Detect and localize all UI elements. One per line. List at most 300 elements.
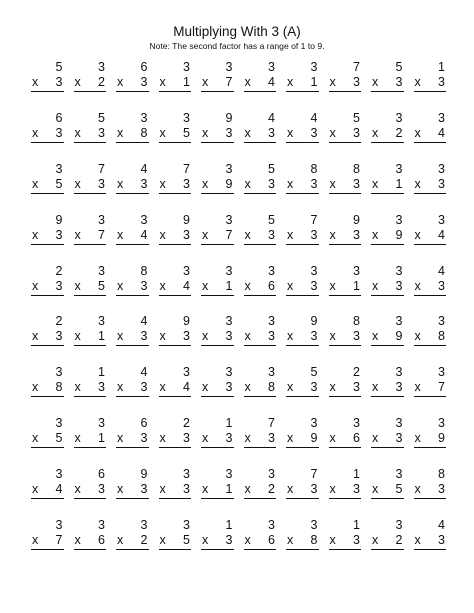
first-factor: 9 [183,212,190,227]
answer-line [201,447,234,448]
answer-line [414,396,447,397]
multiply-sign: x [244,380,251,395]
multiply-sign: x [117,176,124,191]
operator-row [202,177,233,191]
operator-row [245,279,276,293]
answer-line [201,396,234,397]
second-factor: 3 [353,75,360,89]
second-factor: 3 [183,482,190,497]
first-factor: 3 [225,467,233,482]
operator-row [245,75,276,89]
multiply-sign: x [244,329,251,344]
answer-line [244,396,277,397]
multiply-sign: x [414,431,421,446]
answer-line [244,91,277,92]
operator-row [330,380,361,394]
second-factor: 3 [268,431,275,446]
operator-row [245,177,276,191]
multiply-sign: x [32,431,39,446]
problem-r5-c4 [154,264,197,315]
second-factor: 4 [140,227,148,242]
second-factor: 3 [55,125,63,140]
multiply-sign: x [74,125,81,140]
second-factor: 8 [140,125,148,140]
operator-row [160,75,191,89]
second-factor: 3 [55,75,63,89]
answer-line [201,295,234,296]
answer-line [74,447,107,448]
first-factor: 3 [310,60,318,74]
second-factor: 7 [225,227,233,242]
multiply-sign: x [372,176,379,191]
problem-r7-c2 [69,365,112,416]
multiply-sign: x [329,329,336,344]
second-factor: 8 [55,380,63,395]
answer-line [329,295,362,296]
first-factor: 3 [438,212,445,227]
operator-row [75,380,106,394]
operator-row [372,482,403,496]
answer-line [31,142,64,143]
operator-row [202,126,233,140]
operator-row [160,228,191,242]
problem-r9-c2 [69,467,112,518]
operator-row [32,380,63,394]
first-factor: 4 [140,161,148,176]
operator-row [75,228,106,242]
operator-row [32,228,63,242]
answer-line [159,447,192,448]
multiply-sign: x [244,278,251,293]
second-factor: 3 [225,125,233,140]
multiply-sign: x [329,75,336,89]
answer-line [31,498,64,499]
second-factor: 3 [353,176,360,191]
problem-r9-c4 [154,467,197,518]
answer-line [414,91,447,92]
answer-line [329,447,362,448]
problem-r2-c7 [281,111,324,162]
operator-row [202,279,233,293]
second-factor: 3 [395,380,403,395]
first-factor: 8 [438,467,445,482]
answer-line [31,396,64,397]
first-factor: 4 [438,518,445,533]
answer-line [31,193,64,194]
operator-row [415,279,446,293]
operator-row [160,177,191,191]
second-factor: 3 [98,125,105,140]
problem-r3-c10 [409,162,452,213]
problem-r2-c4 [154,111,197,162]
answer-line [74,396,107,397]
first-factor: 8 [353,314,360,329]
problem-r8-c7 [281,416,324,467]
first-factor: 1 [225,518,233,533]
answer-line [116,549,149,550]
multiply-sign: x [329,380,336,395]
first-factor: 3 [98,518,105,533]
first-factor: 3 [395,416,403,431]
second-factor: 3 [98,380,105,395]
operator-row [117,228,148,242]
operator-row [32,533,63,547]
second-factor: 3 [268,176,275,191]
multiply-sign: x [32,482,39,497]
second-factor: 6 [98,533,105,548]
operator-row [75,533,106,547]
operator-row [202,533,233,547]
operator-row [415,75,446,89]
first-factor: 3 [310,518,318,533]
second-factor: 9 [395,227,403,242]
operator-row [330,126,361,140]
second-factor: 4 [438,227,445,242]
first-factor: 3 [140,110,148,125]
second-factor: 3 [183,227,190,242]
answer-line [371,447,404,448]
multiply-sign: x [32,125,39,140]
multiply-sign: x [244,125,251,140]
multiply-sign: x [372,329,379,344]
second-factor: 5 [395,482,403,497]
second-factor: 4 [183,278,190,293]
operator-row [372,228,403,242]
second-factor: 4 [183,380,190,395]
first-factor: 3 [55,467,63,482]
second-factor: 3 [268,329,275,344]
operator-row [415,533,446,547]
first-factor: 3 [268,365,275,380]
second-factor: 3 [140,176,148,191]
first-factor: 3 [225,161,233,176]
second-factor: 1 [353,278,360,293]
second-factor: 9 [310,431,318,446]
first-factor: 3 [438,161,445,176]
first-factor: 3 [438,314,445,329]
operator-row [330,177,361,191]
multiply-sign: x [202,125,209,140]
operator-row [202,228,233,242]
second-factor: 3 [140,380,148,395]
problem-r10-c6 [239,518,282,569]
answer-line [201,244,234,245]
problem-r4-c1 [26,213,69,264]
operator-row [245,126,276,140]
second-factor: 3 [98,176,105,191]
answer-line [116,396,149,397]
operator-row [287,431,318,445]
second-factor: 1 [183,75,190,89]
first-factor: 1 [438,60,445,74]
first-factor: 8 [140,263,148,278]
second-factor: 3 [140,329,148,344]
operator-row [415,126,446,140]
operator-row [245,380,276,394]
problem-r2-c9 [366,111,409,162]
first-factor: 3 [268,467,275,482]
second-factor: 3 [98,482,105,497]
answer-line [244,244,277,245]
first-factor: 8 [353,161,360,176]
first-factor: 9 [55,212,63,227]
first-factor: 4 [310,110,318,125]
second-factor: 3 [353,380,360,395]
problem-r7-c8 [324,365,367,416]
second-factor: 3 [310,278,318,293]
problem-r5-c5 [196,264,239,315]
answer-line [31,91,64,92]
multiply-sign: x [74,176,81,191]
problem-r9-c5 [196,467,239,518]
first-factor: 5 [310,365,318,380]
answer-line [159,498,192,499]
operator-row [117,380,148,394]
second-factor: 3 [183,176,190,191]
multiply-sign: x [74,278,81,293]
second-factor: 3 [225,380,233,395]
first-factor: 3 [395,365,403,380]
second-factor: 5 [98,278,105,293]
first-factor: 3 [225,314,233,329]
multiply-sign: x [117,431,124,446]
first-factor: 3 [183,518,190,533]
first-factor: 2 [55,314,63,329]
first-factor: 6 [98,467,105,482]
first-factor: 3 [310,263,318,278]
multiply-sign: x [372,278,379,293]
operator-row [372,126,403,140]
operator-row [330,482,361,496]
problem-grid [26,60,451,549]
first-factor: 3 [353,263,360,278]
first-factor: 3 [438,365,445,380]
operator-row [245,482,276,496]
answer-line [329,91,362,92]
first-factor: 7 [268,416,275,431]
multiply-sign: x [32,75,39,89]
second-factor: 3 [438,482,445,497]
multiply-sign: x [372,227,379,242]
operator-row [415,482,446,496]
problem-r4-c5 [196,213,239,264]
answer-line [371,244,404,245]
second-factor: 3 [55,227,63,242]
answer-line [159,244,192,245]
problem-r5-c6 [239,264,282,315]
second-factor: 9 [395,329,403,344]
first-factor: 3 [395,161,403,176]
operator-row [75,279,106,293]
multiply-sign: x [372,482,379,497]
first-factor: 7 [98,161,105,176]
operator-row [245,431,276,445]
second-factor: 5 [55,176,63,191]
operator-row [372,329,403,343]
first-factor: 7 [353,60,360,74]
multiply-sign: x [159,533,166,548]
answer-line [414,295,447,296]
second-factor: 4 [268,75,275,89]
second-factor: 3 [310,380,318,395]
first-factor: 3 [395,263,403,278]
multiply-sign: x [329,278,336,293]
answer-line [31,447,64,448]
operator-row [415,228,446,242]
answer-line [286,295,319,296]
multiply-sign: x [159,75,166,89]
problem-r2-c10 [409,111,452,162]
answer-line [116,193,149,194]
operator-row [330,279,361,293]
multiply-sign: x [329,176,336,191]
operator-row [330,533,361,547]
second-factor: 4 [55,482,63,497]
first-factor: 5 [98,110,105,125]
second-factor: 3 [438,176,445,191]
multiply-sign: x [414,125,421,140]
first-factor: 7 [310,212,318,227]
problem-r5-c9 [366,264,409,315]
multiply-sign: x [117,227,124,242]
answer-line [74,345,107,346]
answer-line [116,91,149,92]
second-factor: 3 [395,75,403,89]
first-factor: 6 [55,110,63,125]
problem-r9-c7 [281,467,324,518]
problem-r1-c6 [239,60,282,111]
first-factor: 3 [98,60,105,74]
second-factor: 3 [353,329,360,344]
problem-r5-c3 [111,264,154,315]
first-factor: 3 [140,518,148,533]
first-factor: 3 [140,212,148,227]
multiply-sign: x [74,482,81,497]
second-factor: 1 [98,329,105,344]
problem-r7-c1 [26,365,69,416]
multiply-sign: x [74,431,81,446]
problem-r1-c8 [324,60,367,111]
first-factor: 5 [268,161,275,176]
first-factor: 3 [183,263,190,278]
operator-row [117,431,148,445]
answer-line [329,244,362,245]
answer-line [31,345,64,346]
answer-line [414,244,447,245]
operator-row [117,177,148,191]
problem-r9-c9 [366,467,409,518]
problem-r2-c2 [69,111,112,162]
answer-line [371,345,404,346]
problem-r1-c9 [366,60,409,111]
answer-line [116,447,149,448]
answer-line [159,345,192,346]
second-factor: 3 [395,431,403,446]
second-factor: 3 [438,533,445,548]
problem-r3-c7 [281,162,324,213]
problem-r5-c10 [409,264,452,315]
second-factor: 3 [353,533,360,548]
answer-line [201,193,234,194]
answer-line [159,142,192,143]
second-factor: 6 [268,278,275,293]
second-factor: 3 [225,533,233,548]
problem-r4-c3 [111,213,154,264]
answer-line [286,244,319,245]
multiply-sign: x [202,431,209,446]
second-factor: 3 [310,227,318,242]
answer-line [201,142,234,143]
first-factor: 3 [98,314,105,329]
multiply-sign: x [159,380,166,395]
operator-row [202,75,233,89]
problem-r6-c1 [26,314,69,365]
first-factor: 3 [55,365,63,380]
second-factor: 3 [183,431,190,446]
multiply-sign: x [372,533,379,548]
answer-line [371,193,404,194]
first-factor: 3 [183,467,190,482]
problem-r7-c9 [366,365,409,416]
operator-row [330,228,361,242]
answer-line [414,498,447,499]
second-factor: 3 [225,431,233,446]
first-factor: 3 [98,263,105,278]
multiply-sign: x [414,329,421,344]
answer-line [159,549,192,550]
multiply-sign: x [414,278,421,293]
problem-r9-c1 [26,467,69,518]
first-factor: 3 [98,212,105,227]
second-factor: 7 [438,380,445,395]
multiply-sign: x [287,278,294,293]
second-factor: 1 [98,431,105,446]
first-factor: 4 [140,365,148,380]
multiply-sign: x [244,176,251,191]
first-factor: 3 [98,416,105,431]
problem-r5-c7 [281,264,324,315]
multiply-sign: x [202,533,209,548]
answer-line [329,345,362,346]
first-factor: 7 [183,161,190,176]
first-factor: 2 [183,416,190,431]
operator-row [32,126,63,140]
operator-row [330,329,361,343]
first-factor: 4 [268,110,275,125]
problem-r3-c3 [111,162,154,213]
second-factor: 2 [98,75,105,89]
first-factor: 3 [268,60,275,74]
answer-line [201,498,234,499]
operator-row [202,329,233,343]
first-factor: 3 [55,518,63,533]
problem-r6-c3 [111,314,154,365]
problem-r9-c6 [239,467,282,518]
second-factor: 3 [353,125,360,140]
operator-row [117,75,148,89]
answer-line [286,447,319,448]
multiply-sign: x [32,533,39,548]
problem-r6-c8 [324,314,367,365]
multiply-sign: x [287,380,294,395]
answer-line [74,91,107,92]
problem-r1-c4 [154,60,197,111]
second-factor: 1 [395,176,403,191]
multiply-sign: x [329,431,336,446]
second-factor: 3 [140,482,148,497]
first-factor: 3 [183,110,190,125]
operator-row [372,533,403,547]
